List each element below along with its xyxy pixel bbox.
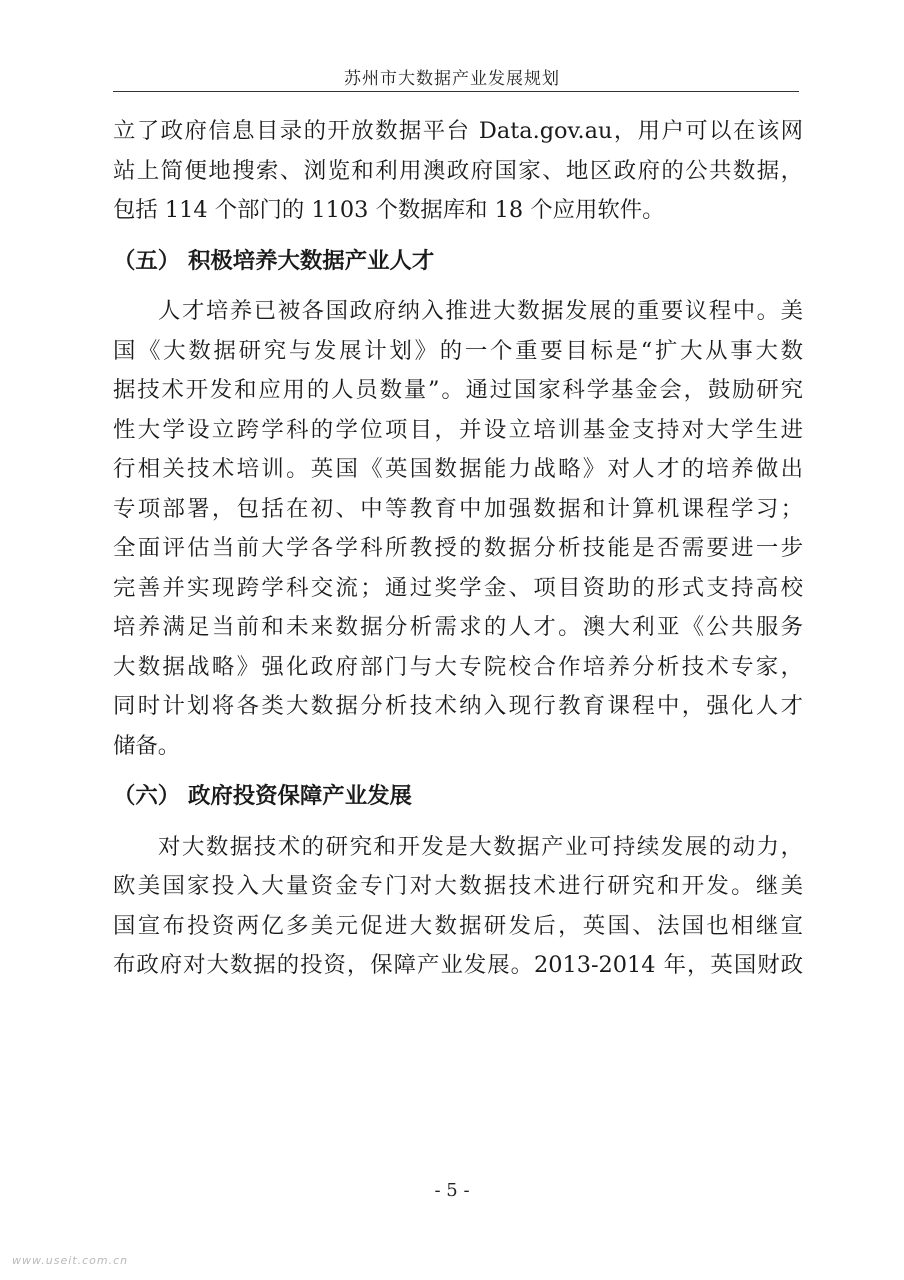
text-line: 专项部署，包括在初、中等教育中加强数据和计算机课程学习； <box>113 495 803 522</box>
text-line: 行相关技术培训。英国《英国数据能力战略》对人才的培养做出 <box>113 456 803 482</box>
text-line: 站上简便地搜索、浏览和利用澳政府国家、地区政府的公共数据， <box>113 157 803 184</box>
text-line: 人才培养已被各国政府纳入推进大数据发展的重要议程中。美 <box>158 298 803 324</box>
paragraph-continued <box>113 112 803 231</box>
text-line: 对大数据技术的研究和开发是大数据产业可持续发展的动力， <box>158 833 803 860</box>
section-heading-6: （六） 政府投资保障产业发展 <box>113 783 412 809</box>
site-watermark: www.useit.com.cn <box>12 1254 129 1267</box>
text-line: 据技术开发和应用的人员数量”。通过国家科学基金会，鼓励研究 <box>113 377 803 403</box>
running-header-title: 苏州市大数据产业发展规划 <box>344 69 560 89</box>
text-line: 储备。 <box>113 732 181 759</box>
paragraph-talent <box>113 292 803 766</box>
document-body <box>113 112 803 986</box>
paragraph-investment <box>113 828 803 986</box>
section-heading-5: （五） 积极培养大数据产业人才 <box>113 247 435 274</box>
text-line: 国《大数据研究与发展计划》的一个重要目标是“扩大从事大数 <box>113 337 803 364</box>
text-line: 全面评估当前大学各学科所教授的数据分析技能是否需要进一步 <box>113 535 803 561</box>
text-line: 完善并实现跨学科交流；通过奖学金、项目资助的形式支持高校 <box>113 574 803 601</box>
text-line: 性大学设立跨学科的学位项目，并设立培训基金支持对大学生进 <box>113 416 803 443</box>
text-line: 国宣布投资两亿多美元促进大数据研发后，英国、法国也相继宣 <box>113 912 803 939</box>
text-line: 大数据战略》强化政府部门与大专院校合作培养分析技术专家， <box>113 653 803 680</box>
text-line: 包括 114 个部门的 1103 个数据库和 18 个应用软件。 <box>113 197 665 223</box>
page-number: - 5 - <box>434 1180 470 1201</box>
header-divider <box>113 91 799 92</box>
text-line: 布政府对大数据的投资，保障产业发展。2013-2014 年，英国财政 <box>113 952 803 978</box>
text-line: 培养满足当前和未来数据分析需求的人才。澳大利亚《公共服务 <box>113 614 803 640</box>
text-line: 立了政府信息目录的开放数据平台 Data.gov.au，用户可以在该网 <box>113 118 803 144</box>
text-line: 同时计划将各类大数据分析技术纳入现行教育课程中，强化人才 <box>113 693 803 719</box>
text-line: 欧美国家投入大量资金专门对大数据技术进行研究和开发。继美 <box>113 873 803 899</box>
